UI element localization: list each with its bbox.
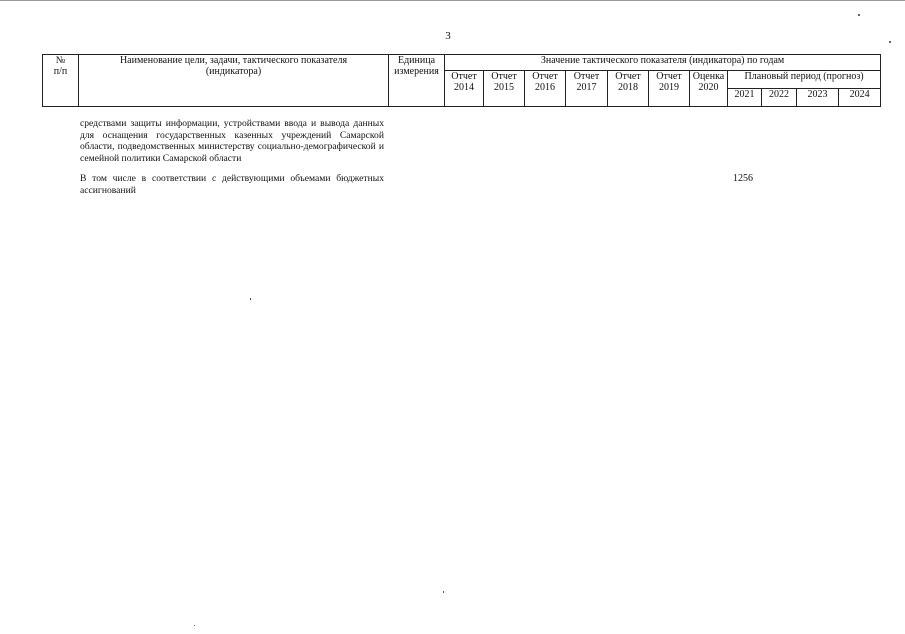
indicator-subitem: В том числе в соответствии с действующими объемами бюджетных ассигнований — [80, 173, 384, 196]
planned-year-2021: 2021 — [728, 89, 762, 107]
scan-speck — [194, 625, 195, 626]
indicator-value-2020: 1256 — [733, 173, 753, 184]
column-name-header: Наименование цели, задачи, тактического показателя (индикатора) — [79, 55, 389, 107]
values-by-year-header: Значение тактического показателя (индикатора) по годам — [445, 55, 881, 71]
planned-year-2024: 2024 — [839, 89, 881, 107]
report-2017-header: Отчет 2017 — [566, 71, 608, 107]
report-2016-header: Отчет 2016 — [525, 71, 566, 107]
report-2018-header: Отчет 2018 — [608, 71, 649, 107]
estimate-2020-header: Оценка 2020 — [690, 71, 728, 107]
indicator-table-header — [42, 54, 881, 107]
planned-period-header: Плановый период (прогноз) — [728, 71, 881, 89]
scan-speck — [858, 14, 860, 16]
indicator-description: средствами защиты информации, устройствами ввода и вывода данных для оснащения государственных казенных учреждений Самарской области, подведомственных министерству социально-демографической и семейной политики Самарской области — [80, 118, 384, 164]
scan-speck — [443, 591, 444, 593]
column-number-header: № п/п — [43, 55, 79, 107]
planned-year-2022: 2022 — [762, 89, 797, 107]
page-top-border — [0, 0, 905, 1]
scan-speck — [250, 298, 251, 300]
report-2014-header: Отчет 2014 — [445, 71, 484, 107]
scan-speck — [889, 41, 891, 43]
page-number: 3 — [445, 30, 451, 42]
report-2015-header: Отчет 2015 — [484, 71, 525, 107]
column-unit-header: Единица измерения — [389, 55, 445, 107]
planned-year-2023: 2023 — [797, 89, 839, 107]
report-2019-header: Отчет 2019 — [649, 71, 690, 107]
